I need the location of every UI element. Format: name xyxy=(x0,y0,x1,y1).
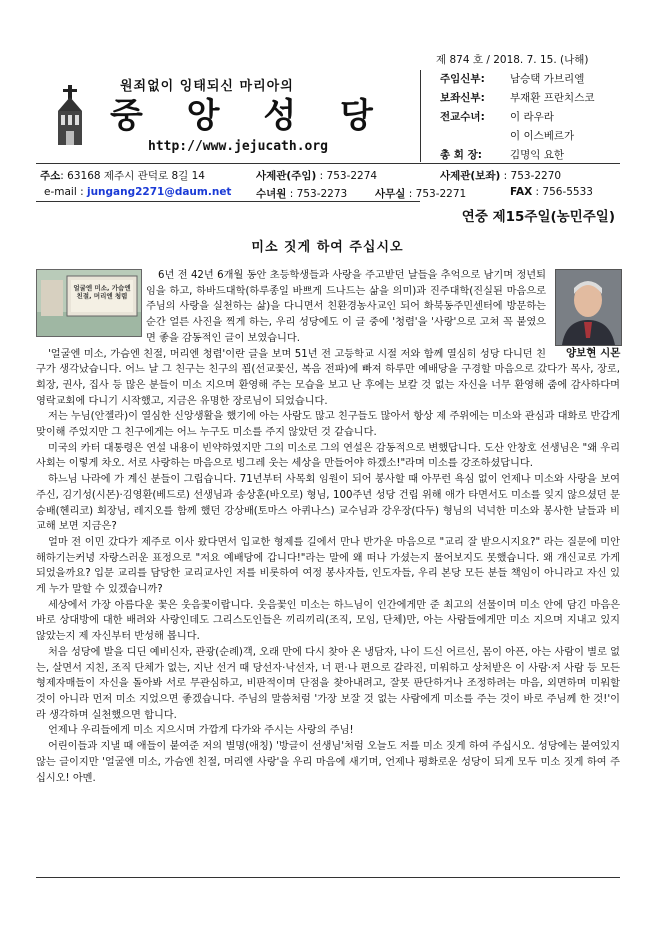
staff-row xyxy=(440,109,554,124)
contact-bottom-rule xyxy=(36,201,420,202)
staff-name: 김명익 요한 xyxy=(510,149,565,161)
paragraph: 처음 성당에 발을 디딘 예비신자, 관광(순례)객, 오래 만에 다시 찾아 온 냉담자, 나이 드신 어르신, 몸이 아픈, 아는 사람이 별로 없는, 살면서 지친, 조직 단체가 없는, 지난 선거 때 당선자·낙선자, 너 편·나 편으로 갈라진, 미워하고 상처받은 이 사람·저 사람 등 모든 형제자매들이 자신을 돌아봐 서로 무관심하고, 비판적이며 단점을 찾아내려고, 잘못 판단하거나 조정하려는 마음, 외면하며 미워할 것이 아니라 먼저 미소 지었으면 좋겠습니다. 주님의 말씀처럼 '가장 보잘 것 없는 사람에게 미소를 주는 것이 바로 주님께 한 것!'이라 생각하며 실천했으면 합니다. xyxy=(36,646,620,721)
photo-sign-text: 얼굴엔 미소, 가슴엔 친절, 머리엔 청렴 xyxy=(73,284,131,300)
admin-phone-value: : 753-2271 xyxy=(408,188,467,200)
paragraph: 6년 전 42년 6개월 동안 초등학생들과 사랑을 주고받던 날들을 추억으로 남기며 정년퇴임을 하고, 하바드대학(하루종일 바쁘게 드나드는 삶을 의미)과 진주대학(진실된 마음으로 주님의 사랑을 실천하는 삶)을 다니면서 친환경농사교인 되어 화북동주민센터에 방문하는 순간 얼른 사진을 찍게 하는, 우리 성당에도 이 글 중에 '청렴'을 '사랑'으로 고쳐 꼭 붙였으면 좋을 감동적인 글이 보였습니다. xyxy=(146,270,546,344)
article-body xyxy=(36,268,620,786)
paragraph: 저는 누님(안젤라)이 열심한 신앙생활을 했기에 아는 사람도 많고 친구들도 많아서 항상 제 주위에는 미소와 관심과 대화로 반갑게 맞이해 주었지만 그 친구에게는 어느 누구도 미소를 주지 않았던 것 같습니다. xyxy=(36,411,620,439)
header-bottom-rule xyxy=(36,163,620,164)
liturgical-sunday: 연중 제15주일(농민주일) xyxy=(461,209,615,225)
sisters-phone-value: : 753-2273 xyxy=(289,188,348,200)
sisters-label: 수녀원 xyxy=(256,188,287,200)
sisters-phone xyxy=(256,186,347,201)
paragraph: 어린이들과 지낼 때 애들이 붙여준 저의 별명(애칭) '방글이 선생님'처럼 오늘도 저를 미소 짓게 하여 주십시오. 성당에는 붙여있지 않는 글이지만 '얼굴엔 미소, 가슴엔 친절, 머리엔 사랑'을 우리 마음에 새기며, 언제나 평화로운 성당이 되게 모두 미소 짓게 하여 주십시오! 아멘. xyxy=(36,741,620,784)
admin-phone xyxy=(375,186,466,201)
paragraph: 미국의 카터 대통령은 연설 내용이 빈약하였지만 그의 미소로 그의 연설은 감동적으로 변했답니다. 도산 안창호 선생님은 "왜 우리 사회는 이렇게 차오. 서로 사랑하는 마음으로 빙그레 웃는 세상을 만들어야 하겠소!"라며 미소를 강조하셨답니다. xyxy=(36,442,620,470)
staff-row xyxy=(440,147,564,162)
assistant-label: 사제관(보좌) xyxy=(440,170,501,182)
page-bottom-rule xyxy=(36,877,620,878)
paragraph: 언제나 우리들에게 미소 지으시며 가깝게 다가와 주시는 사랑의 주님! xyxy=(48,725,354,737)
website-link[interactable]: http://www.jejucath.org xyxy=(148,139,329,154)
address-label: 주소 xyxy=(40,170,61,182)
staff-role: 전교수녀: xyxy=(440,111,485,123)
staff-role: 주임신부: xyxy=(440,73,485,85)
office-label: 사제관(주임) xyxy=(256,170,317,182)
staff-role: 보좌신부: xyxy=(440,92,485,104)
header-divider xyxy=(420,70,421,162)
article-title: 미소 짓게 하여 주십시오 xyxy=(251,240,404,255)
assistant-phone xyxy=(440,168,561,183)
email-label: e-mail : xyxy=(44,186,84,198)
staff-row xyxy=(440,128,574,143)
fax-value: : 756-5533 xyxy=(535,186,593,198)
church-logo-icon xyxy=(52,85,88,147)
staff-name: 부재환 프란치스코 xyxy=(510,92,595,104)
issue-number: 제 874 호 / 2018. 7. 15. (나해) xyxy=(436,54,589,66)
staff-name: 이 이스베르가 xyxy=(510,130,575,142)
admin-label: 사무실 xyxy=(375,188,406,200)
paragraph: 얼마 전 이민 갔다가 제주로 이사 왔다면서 입교한 형제를 길에서 만나 반가운 마음으로 "교리 잘 받으시지요?" 라는 질문에 미안해하기는커녕 자랑스러운 표정으로 "저요 예배당에 갑니다!"라는 말에 왜 떠나 가셨는지 물어보지도 못했습니다. 왜 개신교로 가게 되었을까요? 입문 교리를 담당한 교리교사인 저를 비롯하여 여정 봉사자들, 인도자들, 우리 본당 모든 분들 책임이 아니라고 자신 있게 누가 말할 수 있겠습니까? xyxy=(36,536,620,596)
address-value: : 63168 제주시 관덕로 8길 14 xyxy=(60,170,205,182)
header-motto: 원죄없이 잉태되신 마리아의 xyxy=(120,79,294,94)
paragraph: '얼굴엔 미소, 가슴엔 친절, 머리엔 청렴'이란 글을 보며 51년 전 고등학교 시절 저와 함께 열심히 성당 다니던 친구가 생각났습니다. 어느 날 그 친구는 친구의 꾐(선교꽃신, 복음 전파)에 빠져 하루만 예배당을 구경할 마음으로 갔다가 목사, 장로, 회장, 권사, 집사 등 많은 분들이 미소 지으며 환영해 주는 모습을 보고 난 후에는 보칼 것 없는 자신을 너무 환영해 줌에 감사하다며 영락교회에 다니기 시작했고, 지금은 유명한 장로님이 되었습니다. xyxy=(36,348,620,407)
staff-row xyxy=(440,71,584,86)
office-phone-value: : 753-2274 xyxy=(319,170,378,182)
email-row xyxy=(44,186,231,198)
float-spacer-right xyxy=(546,268,620,360)
church-title: 중 앙 성 당 xyxy=(110,96,389,136)
email-link[interactable]: jungang2271@daum.net xyxy=(86,186,232,198)
address xyxy=(40,168,205,183)
office-phone xyxy=(256,168,377,183)
staff-role: 총 회 장: xyxy=(440,149,482,161)
paragraph: 하느님 나라에 가 계신 분들이 그립습니다. 71년부터 사목회 임원이 되어 봉사할 때 아무런 욕심 없이 언제나 미소와 사랑을 보여주신, 김기성(시몬)·김영환(베드로) 선생님과 송상훈(바오로) 형님, 100주년 성당 건립 위해 애가 타면서도 미소를 잊지 않으셨던 문승배(헨리코) 회장님, 레지오를 함께 했던 강상배(토마스 아퀴나스) 교수님과 강우장(다두) 형님의 넉넉한 미소와 봉사한 날들과 비교해 보면 지금은? xyxy=(36,474,620,533)
assistant-phone-value: : 753-2270 xyxy=(503,170,562,182)
paragraph: 세상에서 가장 아름다운 꽃은 웃음꽃이랍니다. 웃음꽃인 미소는 하느님이 인간에게만 준 최고의 선물이며 미소 안에 담긴 마음은 바로 상대방에 대한 배려와 사랑인데도 그리스도인들은 끼리끼리(조직, 모임, 단체)만, 아는 사람들에게만 미소 지으며 지내고 있지 않았는지 제 자신부터 반성해 봅니다. xyxy=(36,599,620,643)
staff-name: 이 라우라 xyxy=(510,111,554,123)
fax xyxy=(510,186,593,198)
fax-label: FAX xyxy=(510,186,533,198)
float-spacer-left xyxy=(36,268,146,339)
staff-name: 남승택 가브리엘 xyxy=(510,73,585,85)
staff-row xyxy=(440,90,594,105)
author-caption: 양보현 시몬 xyxy=(566,347,621,359)
